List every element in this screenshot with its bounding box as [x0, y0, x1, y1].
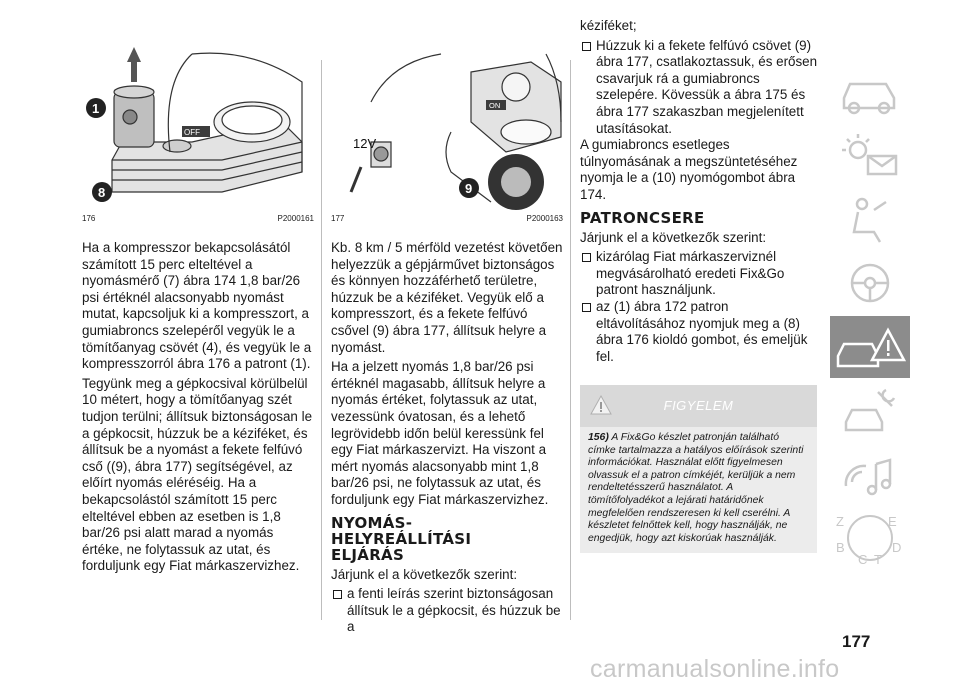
- sun-envelope-icon: [830, 124, 910, 186]
- paragraph: A gumiabroncs esetleges túlnyomásának a megszüntetéséhez nyomja le a (10) nyomógombot ábra 174.: [580, 137, 798, 202]
- tab-dashboard-lights[interactable]: [830, 124, 910, 186]
- warning-number: 156): [588, 432, 609, 443]
- steering-wheel-icon: [830, 252, 910, 314]
- list-item: Húzzuk ki a fekete felfúvó csövet (9) ábra 177, csatlakoztassuk, és erősen csavarjuk rá a gumiabroncs szelepére. Kövessük a ábra 175 és ábra 177 szakaszban megjelenített utasításokat.: [580, 38, 818, 138]
- svg-text:T: T: [874, 552, 882, 567]
- warning-body: [580, 427, 817, 553]
- chapter-tabs: [830, 60, 910, 572]
- warning-header: [580, 385, 817, 427]
- paragraph: Kb. 8 km / 5 mérföld vezetést követően helyezzük a gépjárművet biztonságos és könnyen hozzáférhető területre, húzzuk be a kéziféket. Vegyük elő a kompresszort, és a fekete felfúvó csővel (9) ábra 177, állítsuk helyre a nyomást.: [331, 240, 563, 355]
- wrench-car-icon: [830, 380, 910, 442]
- svg-text:C: C: [858, 552, 868, 567]
- section-heading-cartridge-replacement: PATRONCSERE: [580, 208, 705, 227]
- column-divider: [570, 60, 571, 620]
- paragraph: Járjunk el a következők szerint:: [331, 566, 518, 582]
- list-item: a fenti leírás szerint biztonságosan állítsuk le a gépkocsit, és húzzuk be a: [331, 586, 563, 636]
- warning-text: A Fix&Go készlet patronján található címke tartalmazza a hatályos előírások szerinti információkat. Használat előtt figyelmesen olvassuk el a patron címkéjét, kerüljük a nem rendeltetésszerű használatot. A tömítőfolyadékot a lejárati határidőnek megfelelően rendszeresen ki kell cserélni. A készletet felnőttek kell, hogy használják, ne engedjük, hogy azt kiskorúak használják.: [588, 432, 804, 544]
- paragraph: Ha a jelzett nyomás 1,8 bar/26 psi értéknél magasabb, állítsuk helyre a nyomás értéket, folytassuk az utat, vezessünk óvatosan, és a lehető legrövidebb időn belül keressünk fel egy Fiat márkaszervizt. Ha viszont a mért nyomás alacsonyabb mint 1,8 bar/26 psi, ne folytassuk az utat, és forduljunk egy Fiat márkaszervizhez.: [331, 359, 549, 507]
- figure-176-caption: [82, 214, 314, 223]
- list-item: az (1) ábra 172 patron eltávolításához nyomjuk meg a (8) ábra 176 kioldó gombot, és emeljük fel.: [580, 299, 818, 365]
- list-item: kizárólag Fiat márkaszerviznél megvásárolható eredeti Fix&Go patront használjunk.: [580, 249, 818, 299]
- paragraph: kéziféket;: [580, 18, 637, 33]
- tab-maintenance[interactable]: [830, 380, 910, 442]
- figure-177-caption: [331, 214, 563, 223]
- callout-1-label: 1: [92, 101, 100, 116]
- figure-177-number: 177: [331, 214, 345, 223]
- svg-text:E: E: [888, 514, 897, 529]
- tab-multimedia[interactable]: [830, 444, 910, 506]
- column-1: [82, 240, 314, 578]
- paragraph: Ha a kompresszor bekapcsolásától számított 15 perc elteltével a nyomásmérő (7) ábra 174 1,8 bar/26 psi értéknél alacsonyabb nyomást mutat, kapcsoljuk ki a kompresszort, a gumiabroncs szelepéről vegyük le a tömítőanyag csövét (4), és vegyük le a kompresszorról ábra 176 a patront (1).: [82, 240, 312, 372]
- figure-176-code: P2000161: [277, 214, 314, 223]
- bullet-square-icon: [333, 590, 342, 599]
- svg-text:B: B: [836, 540, 845, 555]
- column-2: [331, 240, 563, 636]
- car-icon: [830, 60, 910, 122]
- callout-8-label: 8: [98, 185, 106, 200]
- off-label: OFF: [184, 128, 200, 137]
- alphabet-index-icon: [830, 508, 910, 570]
- callout-9-label: 9: [465, 181, 473, 196]
- seat-airbag-icon: [830, 188, 910, 250]
- svg-text:Z: Z: [836, 514, 844, 529]
- bullet-square-icon: [582, 253, 591, 262]
- paragraph: Tegyünk meg a gépkocsival körülbelül 10 métert, hogy a tömítőanyag szét tudjon terülni; állítsuk biztonságosan le a gépkocsit, húzzuk be a kéziféket, és állítsuk be a nyomást a fekete felfúvó cső ((9), ábra 177) segítségével, az előírt nyomás eléréséig. Ha a bekapcsolástól számított 15 perc elteltével ebben az esetben is 1,8 bar/26 psi alatt marad a nyomás értéke, ne folytassuk az utat, és forduljunk egy Fiat márkaszervizhez.: [82, 375, 313, 574]
- tab-driving[interactable]: [830, 252, 910, 314]
- tab-emergency[interactable]: [830, 316, 910, 378]
- column-3: [580, 18, 818, 365]
- tab-safety[interactable]: [830, 188, 910, 250]
- column-divider: [321, 60, 322, 620]
- svg-text:D: D: [892, 540, 902, 555]
- car-warning-icon: [830, 316, 910, 378]
- watermark: carmanualsonline.info: [590, 655, 840, 683]
- 12v-label: 12V: [353, 136, 377, 151]
- on-label: ON: [489, 101, 501, 110]
- signal-music-icon: [830, 444, 910, 506]
- figure-177-compressor-tyre: [331, 42, 563, 210]
- figure-176-number: 176: [82, 214, 96, 223]
- warning-box: [580, 385, 817, 553]
- tab-index[interactable]: [830, 508, 910, 570]
- tab-car-overview[interactable]: [830, 60, 910, 122]
- bullet-square-icon: [582, 303, 591, 312]
- warning-title: FIGYELEM: [663, 398, 734, 413]
- bullet-square-icon: [582, 42, 591, 51]
- paragraph: Járjunk el a következők szerint:: [580, 229, 767, 245]
- page-number: 177: [842, 632, 871, 651]
- figure-176-compressor-cartridge: [82, 42, 314, 210]
- figure-177-code: P2000163: [526, 214, 563, 223]
- section-heading-pressure-restore: NYOMÁS- HELYREÁLLÍTÁSI ELJÁRÁS: [331, 513, 472, 564]
